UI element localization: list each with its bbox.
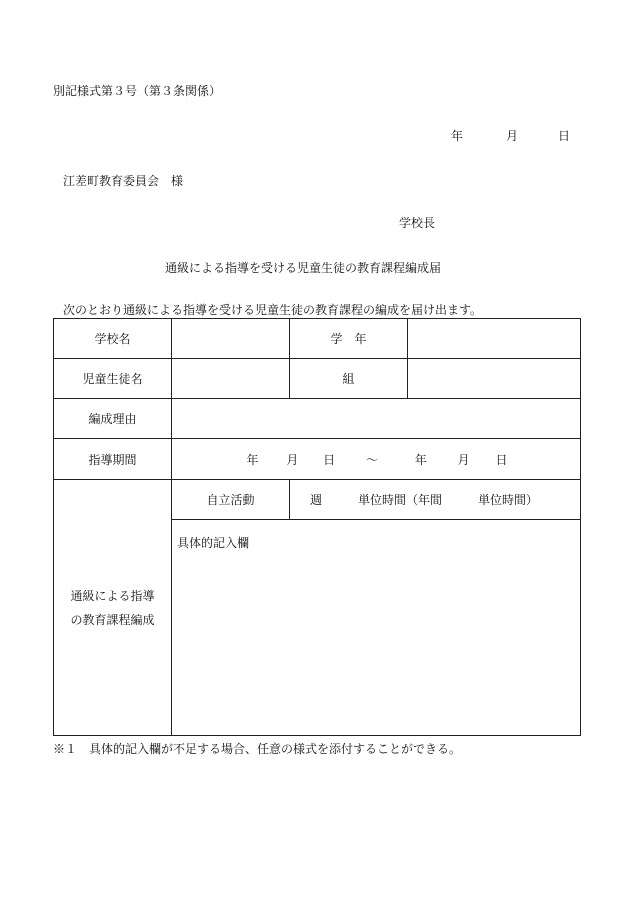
curriculum-form-table [53,318,581,736]
period-tilde: ～ [365,452,378,467]
school-name-field[interactable] [172,319,290,359]
period-to-day: 日 [495,452,508,467]
curriculum-label-line1: 通級による指導 [70,588,155,603]
curriculum-label [54,480,172,736]
activity-label: 自立活動 [172,480,290,520]
period-from-day: 日 [323,452,336,467]
specific-entry-label: 具体的記入欄 [177,536,250,550]
intro-text: 次のとおり通級による指導を受ける児童生徒の教育課程の編成を届け出ます。 [63,303,483,317]
recipient: 江差町教育委員会 様 [63,174,184,188]
form-number-label: 別記様式第３号（第３条関係） [53,84,222,98]
curriculum-label-line2: の教育課程編成 [70,612,155,627]
footnote: ※１ 具体的記入欄が不足する場合、任意の様式を添付することができる。 [53,742,462,756]
grade-label: 学 年 [290,319,408,359]
period-from-year: 年 [246,452,259,467]
principal-label: 学校長 [399,216,436,230]
document-title: 通級による指導を受ける児童生徒の教育課程編成届 [165,261,442,275]
grade-field[interactable] [408,319,581,359]
period-to-year: 年 [414,452,427,467]
student-name-field[interactable] [172,359,290,399]
class-field[interactable] [408,359,581,399]
date-year: 年 [451,129,464,143]
period-label: 指導期間 [54,439,172,480]
class-label: 組 [290,359,408,399]
date-month: 月 [506,129,519,143]
period-to-month: 月 [457,452,470,467]
specific-entry-field[interactable] [172,520,581,736]
date-day: 日 [558,129,571,143]
activity-hours-field[interactable]: 週 単位時間（年間 単位時間） [290,480,581,520]
reason-field[interactable] [172,399,581,439]
student-name-label: 児童生徒名 [54,359,172,399]
school-name-label: 学校名 [54,319,172,359]
period-from-month: 月 [286,452,299,467]
period-field[interactable] [172,439,581,480]
reason-label: 編成理由 [54,399,172,439]
